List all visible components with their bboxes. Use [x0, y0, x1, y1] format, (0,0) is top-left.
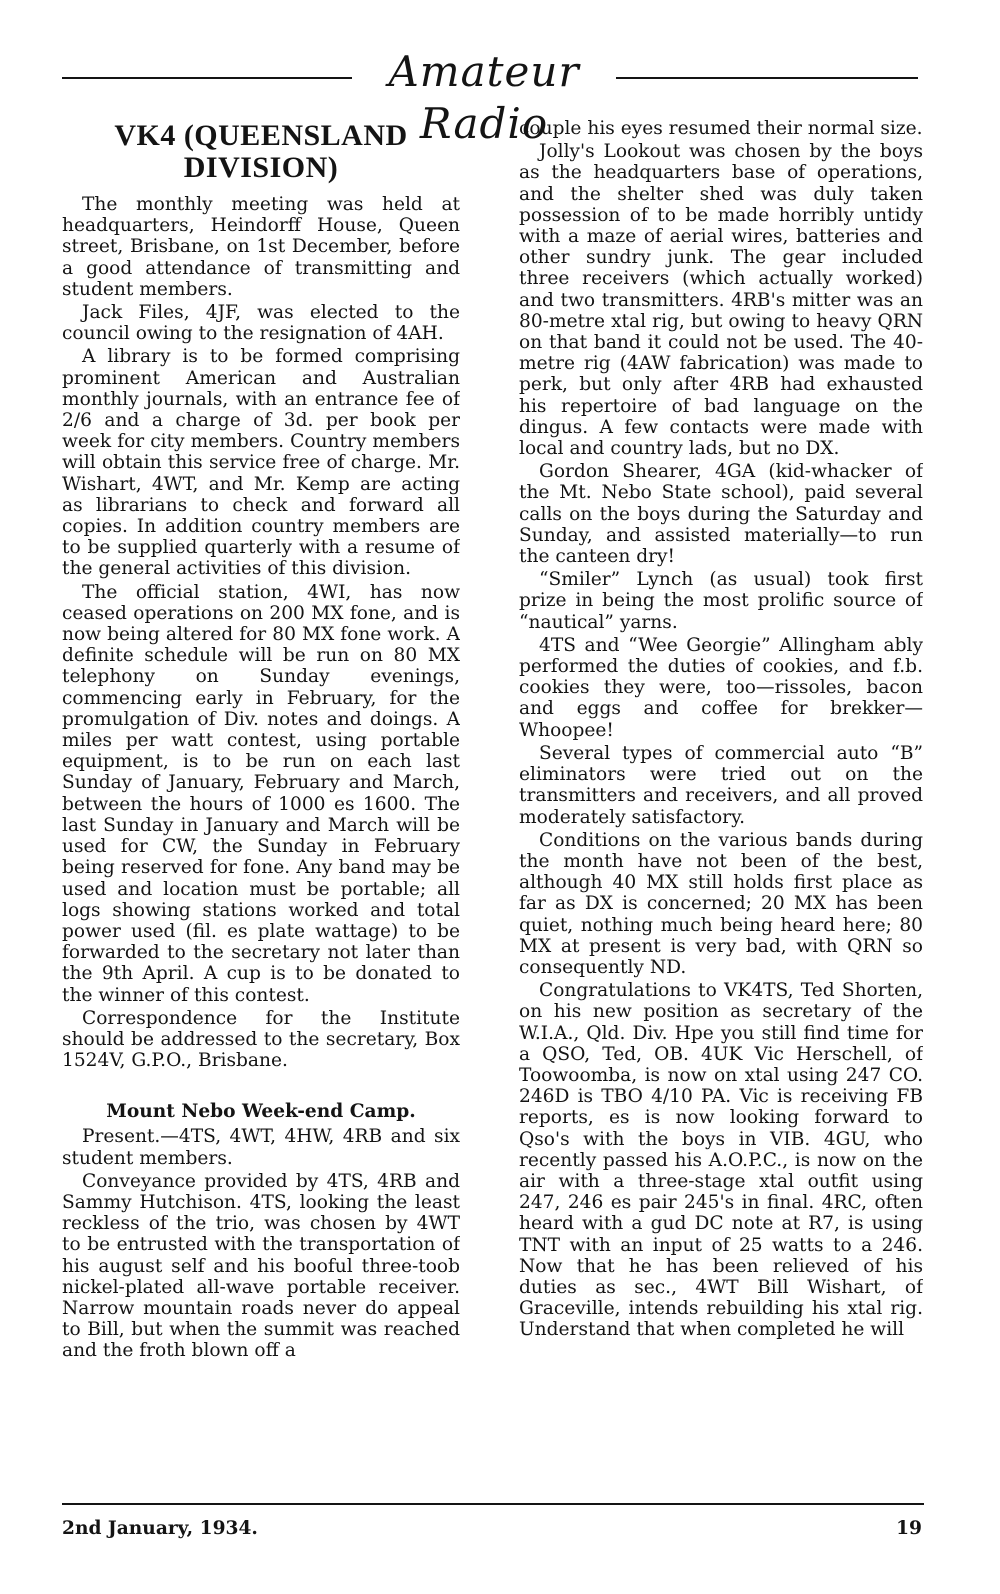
- right-column: [519, 118, 923, 1500]
- paragraph: 4TS and “Wee Georgie” Allingham ably performed the duties of cookies, and f.b. cookies they were, too—rissoles, bacon and eggs and coffee for brekker—Whoopee!: [519, 634, 923, 741]
- paragraph: Conveyance provided by 4TS, 4RB and Sammy Hutchison. 4TS, looking the least reckless of the trio, was chosen by 4WT to be entrusted with the transportation of his august self and his booful three-toob nickel-plated all-wave portable receiver. Narrow mountain roads never do appeal to Bill, but when the summit was reached and the froth blown off a: [62, 1170, 460, 1362]
- article-headline: VK4 (QUEENSLAND DIVISION): [114, 119, 408, 184]
- paragraph: Present.—4TS, 4WT, 4HW, 4RB and six student members.: [62, 1126, 460, 1169]
- paragraph: The monthly meeting was held at headquarters, Heindorff House, Queen street, Brisbane, on 1st December, before a good attendance of transmitting and student members.: [62, 194, 460, 300]
- page-number: 19: [896, 1518, 922, 1539]
- paragraph: Correspondence for the Institute should be addressed to the secretary, Box 1524V, G.P.O., Brisbane.: [62, 1007, 460, 1072]
- paragraph: Several types of commercial auto “B” eliminators were tried out on the transmitters and receivers, and all proved moderately satisfactory.: [519, 742, 923, 828]
- paragraph: The official station, 4WI, has now ceased operations on 200 MX fone, and is now being altered for 80 MX fone work. A definite schedule will be run on 80 MX telephony on Sunday evenings, commencing early in February, for the promulgation of Div. notes and doings. A miles per watt contest, using portable equipment, is to be run on each last Sunday of January, February and March, between the hours of 1000 es 1600. The last Sunday in January and March will be used for CW, the Sunday in February being reserved for fone. Any band may be used and location must be portable; all logs showing stations worked and total power used (fil. es plate wattage) to be forwarded to the secretary not later than the 9th April. A cup is to be donated to the winner of this contest.: [62, 581, 460, 1006]
- left-column: [62, 118, 460, 1500]
- paragraph: Jack Files, 4JF, was elected to the council owing to the resignation of 4AH.: [62, 302, 460, 345]
- paragraph: “Smiler” Lynch (as usual) took first prize in being the most prolific source of “nautical” yarns.: [519, 569, 923, 633]
- footer-rule: [62, 1503, 924, 1505]
- paragraph: Gordon Shearer, 4GA (kid-whacker of the Mt. Nebo State school), paid several calls on the boys during the Saturday and Sunday, and assisted materially—to run the canteen dry!: [519, 461, 923, 568]
- paragraph: Conditions on the various bands during the month have not been of the best, although 40 MX still holds first place as far as DX is concerned; 20 MX has been quiet, nothing much being heard here; 80 MX at present is very bad, with QRN so consequently ND.: [519, 829, 923, 978]
- paragraph-continued: couple his eyes resumed their normal size.: [519, 118, 923, 139]
- issue-date: 2nd January, 1934.: [62, 1518, 258, 1539]
- paragraph: A library is to be formed comprising prominent American and Australian monthly journals, with an entrance fee of 2/6 and a charge of 3d. per book per week for city members. Country members will obtain this service free of charge. Mr. Wishart, 4WT, and Mr. Kemp are acting as librarians to check and forward all copies. In addition country members are to be supplied quarterly with a resume of the general activities of this division.: [62, 346, 460, 580]
- paragraph: Jolly's Lookout was chosen by the boys as the headquarters base of operations, and the shelter shed was duly taken possession of to be made horribly untidy with a maze of aerial wires, batteries and other sundry junk. The gear included three receivers (which actually worked) and two transmitters. 4RB's mitter was an 80-metre xtal rig, but owing to heavy QRN on that band it could not be used. The 40-metre rig (4AW fabrication) was made to perk, but only after 4RB had exhausted his repertoire of bad language on the dingus. A few contacts were made with local and country lads, but no DX.: [519, 141, 923, 460]
- masthead-rule-left: [62, 77, 352, 79]
- masthead-title: Amateur Radio: [388, 47, 580, 148]
- masthead-rule-right: [616, 77, 918, 79]
- paragraph: Congratulations to VK4TS, Ted Shorten, on his new position as secretary of the W.I.A., Qld. Div. Hpe you still find time for a QSO, Ted, OB. 4UK Vic Herschell, of Toowoomba, is now on xtal using 247 CO. 246D is TBO 4/10 PA. Vic is receiving FB reports, es is now looking forward to Qso's with the boys in VIB. 4GU, who recently passed his A.O.P.C., is now on the air with a three-stage xtal outfit using 247, 246 es pair 245's in final. 4RC, often heard with a gud DC note at R7, is using TNT with an input of 25 watts to a 246. Now that he has been relieved of his duties as sec., 4WT Bill Wishart, of Graceville, intends rebuilding his xtal rig. Understand that when completed he will: [519, 980, 923, 1341]
- section-subhead: Mount Nebo Week-end Camp.: [106, 1101, 416, 1123]
